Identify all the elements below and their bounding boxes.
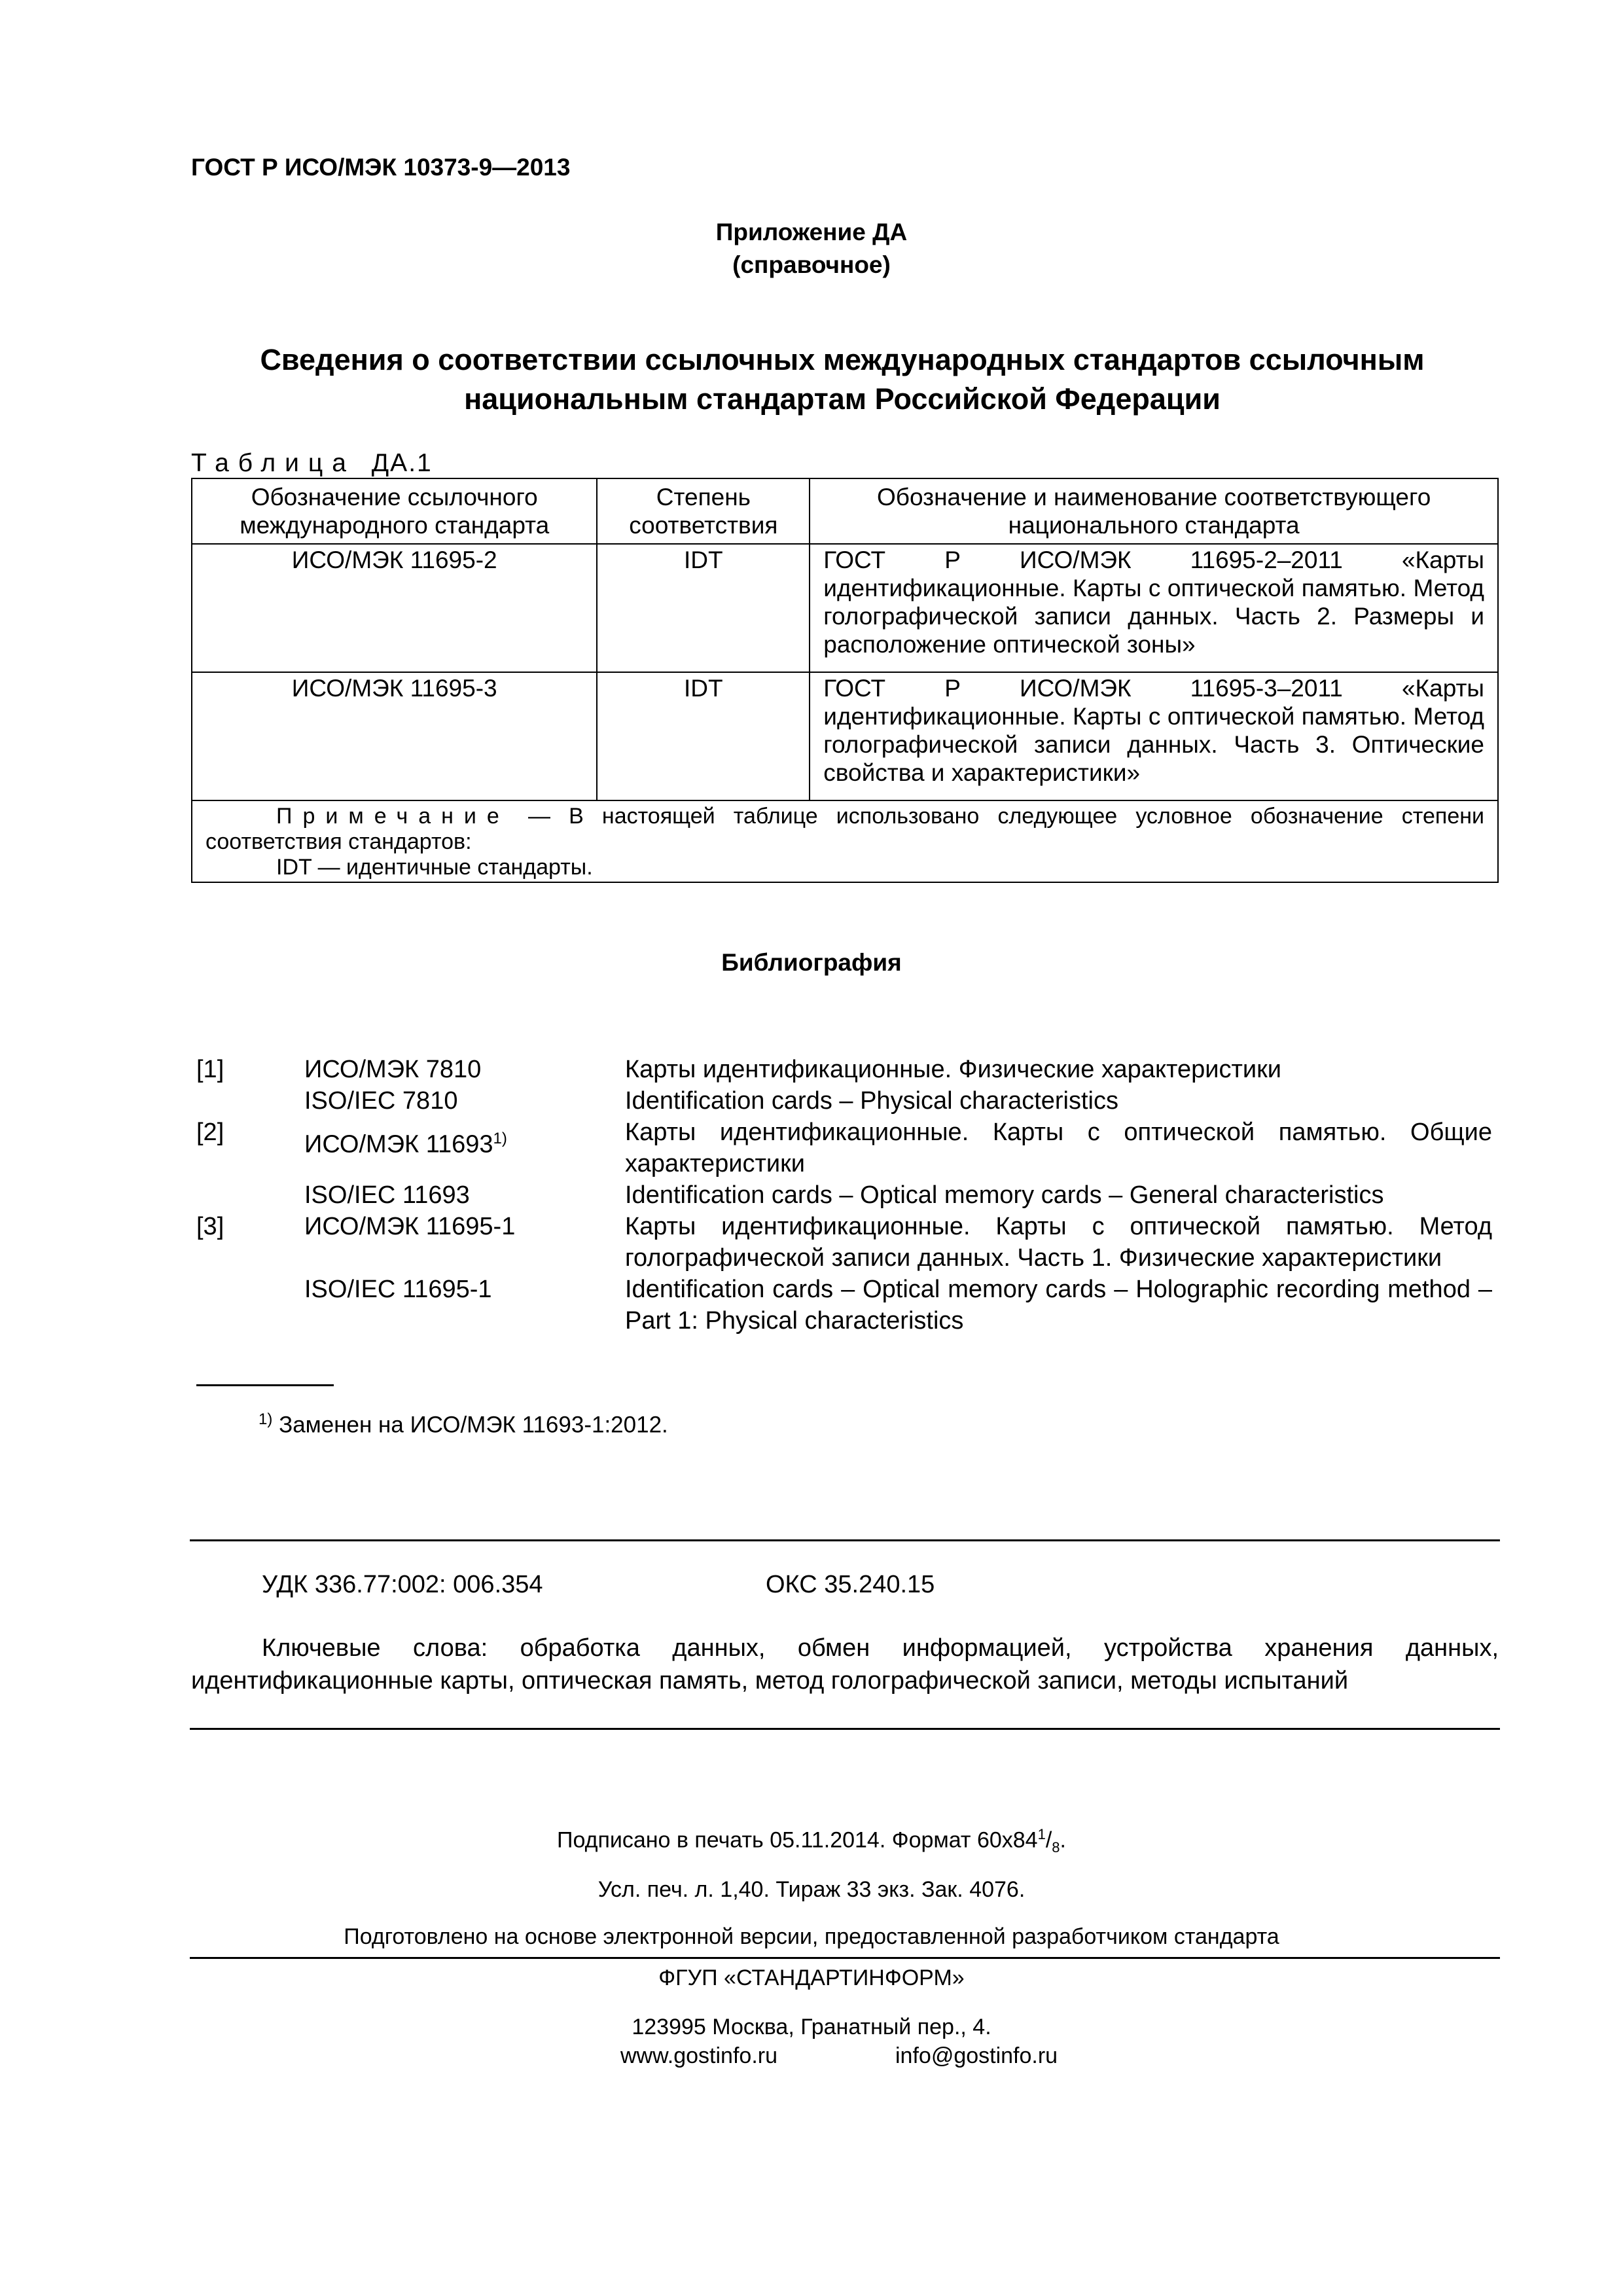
entry-description: Карты идентификационные. Карты с оптической памятью. Общие характеристики (625, 1119, 1492, 1177)
entry-description-en: Identification cards – Physical characteristics (625, 1087, 1118, 1115)
entry-number: [2] (196, 1119, 224, 1146)
table-note (192, 800, 1498, 882)
degree-cell: IDT (597, 672, 810, 800)
entry-code-en: ISO/IEC 11693 (304, 1181, 470, 1209)
table-label (191, 449, 433, 478)
divider (190, 1957, 1500, 1959)
entry-description: Карты идентификационные. Физические характеристики (625, 1056, 1281, 1083)
entry-code-en: ISO/IEC 7810 (304, 1087, 458, 1115)
page-title: Сведения о соответствии ссылочных международных стандартов ссылочным национальным стандартам Российской Федерации (260, 343, 1425, 416)
email-link[interactable]: info@gostinfo.ru (895, 2043, 1058, 2068)
footnote-divider (196, 1384, 334, 1386)
intl-standard-cell: ИСО/МЭК 11695-3 (192, 672, 597, 800)
address: 123995 Москва, Гранатный пер., 4. (632, 2015, 991, 2039)
annex-title: Приложение ДА (715, 219, 908, 245)
list-item (196, 1085, 1492, 1117)
national-standard-cell: ГОСТ Р ИСО/МЭК 11695-3–2011 «Карты идентификационные. Карты с оптической памятью. Метод голографической записи данных. Часть 3. Оптические свойства и характеристики» (810, 672, 1498, 800)
national-standard-cell: ГОСТ Р ИСО/МЭК 11695-2–2011 «Карты идентификационные. Карты с оптической памятью. Метод голографической записи данных. Часть 2. Размеры и расположение оптической зоны» (810, 544, 1498, 672)
prepared-note: Подготовлено на основе электронной версии, предоставленной разработчиком стандарта (344, 1924, 1279, 1949)
footnote-mark: 1) (493, 1130, 507, 1147)
entry-code-en: ISO/IEC 11695-1 (304, 1276, 492, 1303)
table-header-row (192, 478, 1498, 544)
list-item (196, 1054, 1492, 1085)
udk-code: УДК 336.77:002: 006.354 (262, 1571, 543, 1598)
entry-code: ИСО/МЭК 11693$^{1)}$ (304, 1130, 507, 1158)
oks-code: ОКС 35.240.15 (766, 1571, 935, 1598)
table-row (192, 544, 1498, 672)
note-line: IDT — идентичные стандарты. (276, 855, 593, 880)
publisher: ФГУП «СТАНДАРТИНФОРМ» (658, 1965, 965, 1990)
divider (190, 1728, 1500, 1730)
table-row (192, 672, 1498, 800)
entry-code: ИСО/МЭК 11695-1 (304, 1213, 516, 1240)
degree-cell: IDT (597, 544, 810, 672)
list-item (196, 1117, 1492, 1179)
signed-line: Подписано в печать 05.11.2014. Формат $60x84^1/_8$. (557, 1826, 1066, 1856)
column-header: Степень соответствия (597, 478, 810, 544)
entry-description-en: Identification cards – Optical memory cards – General characteristics (625, 1181, 1384, 1209)
footnote-text: Заменен на ИСО/МЭК 11693-1:2012. (272, 1412, 668, 1438)
bibliography-title: Библиография (721, 949, 902, 976)
intl-standard-cell: ИСО/МЭК 11695-2 (192, 544, 597, 672)
note-text: — В настоящей таблице использовано следующее условное обозначение степени соответствия стандартов: (205, 804, 1484, 854)
keywords: Ключевые слова: обработка данных, обмен информацией, устройства хранения данных, идентификационные карты, оптическая память, метод голографической записи, методы испытаний (191, 1634, 1499, 1695)
annex-heading (0, 216, 1623, 281)
column-header: Обозначение ссылочного международного стандарта (192, 478, 597, 544)
document-code: ГОСТ Р ИСО/МЭК 10373-9—2013 (191, 154, 571, 181)
entry-description: Карты идентификационные. Карты с оптической памятью. Метод голографической записи данных. Часть 1. Физические характеристики (625, 1213, 1492, 1272)
table-note-row (192, 800, 1498, 882)
table-label-word: Таблица (191, 449, 355, 477)
divider (190, 1539, 1500, 1541)
list-item (196, 1274, 1492, 1336)
list-item (196, 1211, 1492, 1274)
footnote (259, 1410, 668, 1439)
print-info: Усл. печ. л. 1,40. Тираж 33 экз. Зак. 4076. (597, 1877, 1026, 1902)
correspondence-table (191, 478, 1499, 883)
column-header: Обозначение и наименование соответствующего национального стандарта (810, 478, 1498, 544)
table-label-number: ДА.1 (371, 449, 433, 477)
entry-code: ИСО/МЭК 7810 (304, 1056, 482, 1083)
footnote-mark: 1) (259, 1410, 273, 1428)
annex-subtitle: (справочное) (732, 251, 891, 278)
note-label: Примечание (276, 804, 510, 829)
website-link[interactable]: www.gostinfo.ru (620, 2043, 777, 2068)
entry-number: [3] (196, 1213, 224, 1240)
bibliography-list (196, 1054, 1492, 1336)
list-item (196, 1179, 1492, 1211)
entry-number: [1] (196, 1056, 224, 1083)
entry-description-en: Identification cards – Optical memory cards – Holographic recording method – Part 1: Physical characteristics (625, 1276, 1492, 1335)
